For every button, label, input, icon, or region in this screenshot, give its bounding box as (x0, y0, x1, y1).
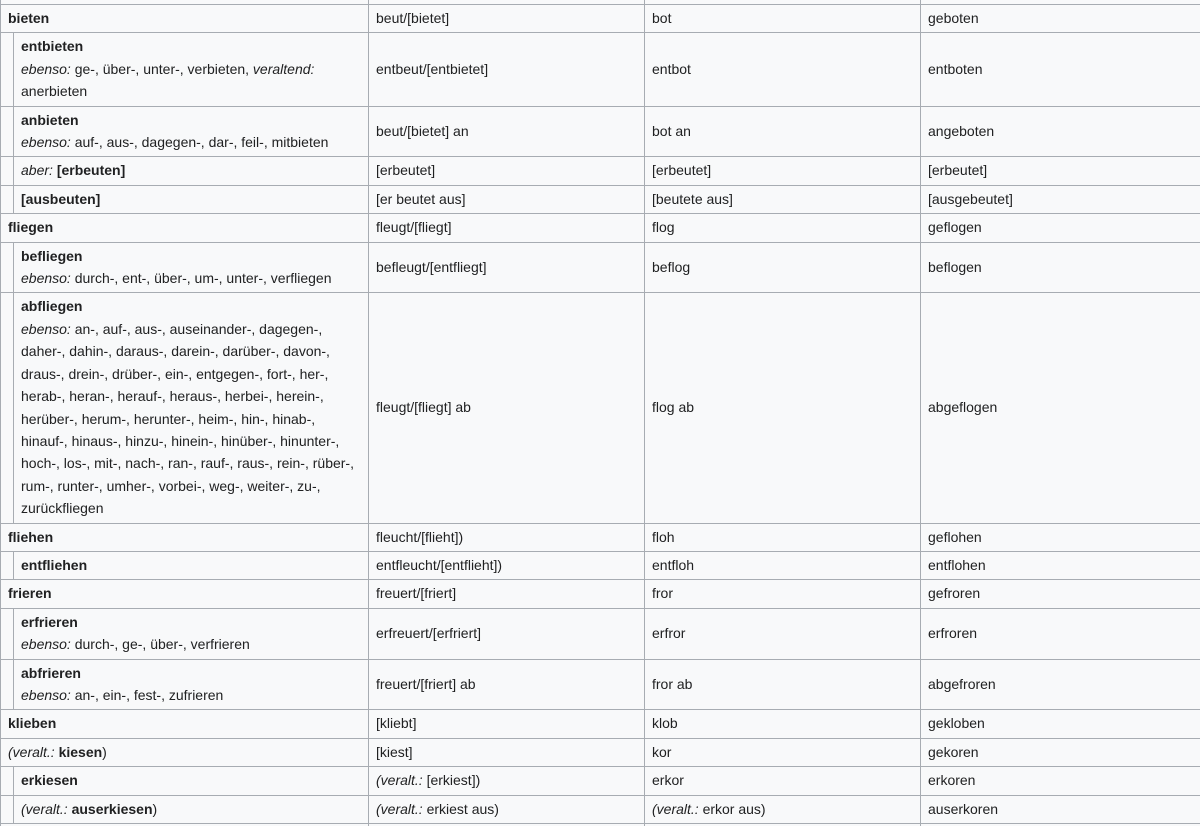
cell-text-line: [erbeutet] (652, 162, 712, 179)
verb-cell (1, 580, 369, 608)
present-cell (369, 580, 645, 608)
table-row (1, 710, 1200, 738)
indent-cell (1, 242, 14, 293)
cell-text-line: angeboten (928, 122, 995, 139)
cell-text-line: beut/[bietet] (376, 10, 450, 26)
cell-text-line: [kliebt] (376, 715, 417, 732)
indent-cell (1, 185, 14, 213)
cell-text-line: erkor (652, 772, 684, 789)
verb-cell (14, 157, 369, 185)
indent-cell (1, 157, 14, 185)
participle-cell (921, 185, 1200, 213)
cell-text-line: entbieten (21, 38, 84, 55)
cell-text-line: klieben (8, 715, 57, 732)
table-row (1, 214, 1200, 242)
cell-text-line: befliegen (21, 247, 83, 264)
cell-text-line: geboten (928, 10, 979, 26)
participle-cell (921, 659, 1200, 710)
preterite-cell (645, 185, 921, 213)
verb-cell (14, 608, 369, 659)
indent-cell (1, 551, 14, 579)
cell-text-line: (veralt.: auserkiesen) (21, 800, 158, 817)
participle-cell (921, 242, 1200, 293)
table-row (1, 551, 1200, 579)
cell-text-line: gekoren (928, 743, 979, 760)
verb-cell (1, 710, 369, 738)
cell-text-line: anerbieten (21, 83, 88, 100)
cell-text-line: fror (652, 585, 673, 602)
cell-text-line: abgefroren (928, 675, 996, 692)
preterite-cell (645, 157, 921, 185)
cell-text-line: beut/[bietet] an (376, 122, 469, 139)
present-cell (369, 242, 645, 293)
cell-text-line: fliehen (8, 528, 54, 545)
cell-text-line: fleucht/[flieht]) (376, 528, 464, 545)
verb-cell (14, 33, 369, 106)
cell-text-line: erfrieren (21, 613, 78, 630)
present-cell (369, 214, 645, 242)
indent-cell (1, 106, 14, 157)
participle-cell (921, 523, 1200, 551)
table-row (1, 242, 1200, 293)
cell-text-line: abfrieren (21, 664, 81, 681)
present-cell (369, 33, 645, 106)
preterite-cell (645, 214, 921, 242)
present-cell (369, 738, 645, 766)
present-cell (369, 659, 645, 710)
table-row (1, 293, 1200, 523)
cell-text-line: entflohen (928, 556, 986, 573)
cell-text-line: ebenso: an-, ein-, fest-, zufrieren (21, 686, 224, 703)
cell-text-line: entfleucht/[entflieht]) (376, 556, 503, 573)
indent-cell (1, 608, 14, 659)
preterite-cell (645, 33, 921, 106)
participle-cell (921, 106, 1200, 157)
cell-text-line: befleugt/[entfliegt] (376, 258, 487, 275)
verb-cell (1, 523, 369, 551)
participle-cell (921, 738, 1200, 766)
present-cell (369, 710, 645, 738)
cell-text-line: frieren (8, 585, 52, 602)
cell-text-line: ebenso: durch-, ge-, über-, verfrieren (21, 636, 250, 653)
cell-text-line: erkoren (928, 772, 976, 789)
table-row (1, 795, 1200, 823)
cell-text-line: [ausgebeutet] (928, 190, 1013, 207)
cell-text-line: gefroren (928, 585, 981, 602)
cell-text-line: (veralt.: kiesen) (8, 743, 107, 760)
preterite-cell (645, 551, 921, 579)
table-row (1, 608, 1200, 659)
cell-text-line: [erbeutet] (928, 162, 988, 179)
cell-text-line: hoch-, los-, mit-, nach-, ran-, rauf-, raus-, rein-, rüber-, (21, 455, 354, 472)
verb-cell (1, 5, 369, 33)
cell-text-line: ebenso: durch-, ent-, über-, um-, unter-, verfliegen (21, 270, 332, 287)
preterite-cell (645, 106, 921, 157)
cell-text-line: gekloben (928, 715, 985, 732)
cell-text-line: flog ab (652, 399, 695, 416)
participle-cell (921, 33, 1200, 106)
preterite-cell (645, 608, 921, 659)
verb-cell (1, 214, 369, 242)
participle-cell (921, 795, 1200, 823)
cell-text-line: fror ab (652, 675, 693, 692)
present-cell (369, 767, 645, 795)
indent-cell (1, 767, 14, 795)
table-row (1, 659, 1200, 710)
present-cell (369, 5, 645, 33)
cell-text-line: [erbeutet] (376, 162, 436, 179)
cell-text-line: flog (652, 219, 675, 236)
present-cell (369, 795, 645, 823)
present-cell (369, 157, 645, 185)
verb-cell (14, 185, 369, 213)
cell-text-line: [er beutet aus] (376, 190, 466, 207)
table-row (1, 5, 1200, 33)
cell-text-line: floh (652, 528, 675, 545)
cell-text-line: abfliegen (21, 298, 83, 315)
preterite-cell (645, 710, 921, 738)
verb-cell (14, 106, 369, 157)
cell-text-line: bieten (8, 10, 50, 26)
cell-text-line: daher-, dahin-, daraus-, darein-, darüber-, davon-, (21, 343, 330, 360)
cell-text-line: rum-, runter-, umher-, vorbei-, weg-, weiter-, zu-, (21, 477, 321, 494)
cell-text-line: ebenso: ge-, über-, unter-, verbieten, veraltend: (21, 60, 315, 77)
preterite-cell (645, 523, 921, 551)
participle-cell (921, 767, 1200, 795)
present-cell (369, 608, 645, 659)
cell-text-line: draus-, drein-, drüber-, ein-, entgegen-, fort-, her-, (21, 365, 329, 382)
cell-text-line: beflogen (928, 258, 982, 275)
verb-cell (1, 738, 369, 766)
cell-text-line: herab-, heran-, herauf-, heraus-, herbei-, herein-, (21, 388, 324, 405)
present-cell (369, 293, 645, 523)
cell-text-line: [beutete aus] (652, 190, 733, 207)
participle-cell (921, 580, 1200, 608)
participle-cell (921, 710, 1200, 738)
cell-text-line: (veralt.: [erkiest]) (376, 772, 481, 789)
cell-text-line: entfliehen (21, 556, 88, 573)
preterite-cell (645, 659, 921, 710)
cell-text-line: erfreuert/[erfriert] (376, 624, 482, 641)
present-cell (369, 523, 645, 551)
table-row (1, 767, 1200, 795)
table-row (1, 738, 1200, 766)
cell-text-line: fleugt/[fliegt] (376, 219, 452, 236)
verb-cell (14, 767, 369, 795)
cell-text-line: aber: [erbeuten] (21, 162, 126, 179)
verb-table-body (1, 0, 1200, 826)
cell-text-line: geflogen (928, 219, 982, 236)
participle-cell (921, 5, 1200, 33)
cell-text-line: klob (652, 715, 678, 732)
cell-text-line: [kiest] (376, 743, 413, 760)
preterite-cell (645, 580, 921, 608)
table-row (1, 33, 1200, 106)
cell-text-line: bot (652, 10, 672, 26)
present-cell (369, 551, 645, 579)
cell-text-line: (veralt.: erkiest aus) (376, 800, 499, 817)
preterite-cell (645, 5, 921, 33)
indent-cell (1, 659, 14, 710)
cell-text-line: auserkoren (928, 800, 999, 817)
cell-text-line: erfroren (928, 624, 978, 641)
preterite-cell (645, 795, 921, 823)
cell-text-line: erkiesen (21, 772, 78, 789)
verb-cell (14, 293, 369, 523)
indent-cell (1, 33, 14, 106)
verb-cell (14, 242, 369, 293)
cell-text-line: (veralt.: erkor aus) (652, 800, 766, 817)
present-cell (369, 185, 645, 213)
cell-text-line: ebenso: an-, auf-, aus-, auseinander-, dagegen-, (21, 320, 323, 337)
verb-cell (14, 551, 369, 579)
verb-cell (14, 795, 369, 823)
table-row (1, 523, 1200, 551)
cell-text-line: freuert/[friert] ab (376, 675, 476, 692)
preterite-cell (645, 738, 921, 766)
table-row (1, 106, 1200, 157)
cell-text-line: kor (652, 743, 672, 760)
cell-text-line: fleugt/[fliegt] ab (376, 399, 471, 416)
cell-text-line: entbot (652, 60, 691, 77)
participle-cell (921, 293, 1200, 523)
table-row (1, 185, 1200, 213)
cell-text-line: geflohen (928, 528, 982, 545)
cell-text-line: hinauf-, hinaus-, hinzu-, hinein-, hinüber-, hinunter-, (21, 432, 340, 449)
preterite-cell (645, 293, 921, 523)
cell-text-line: entboten (928, 60, 983, 77)
participle-cell (921, 551, 1200, 579)
cell-text-line: [ausbeuten] (21, 190, 101, 207)
cell-text-line: fliegen (8, 219, 54, 236)
cell-text-line: zurückfliegen (21, 500, 104, 517)
cell-text-line: freuert/[friert] (376, 585, 457, 602)
verb-cell (14, 659, 369, 710)
indent-cell (1, 795, 14, 823)
cell-text-line: bot an (652, 122, 691, 139)
cell-text-line: ebenso: auf-, aus-, dagegen-, dar-, feil-, mitbieten (21, 134, 329, 151)
cell-text-line: entfloh (652, 556, 695, 573)
cell-text-line: entbeut/[entbietet] (376, 60, 489, 77)
preterite-cell (645, 242, 921, 293)
cell-text-line: abgeflogen (928, 399, 998, 416)
cell-text-line: anbieten (21, 111, 79, 128)
cell-text-line: herüber-, herum-, herunter-, heim-, hin-, hinab-, (21, 410, 316, 427)
preterite-cell (645, 767, 921, 795)
participle-cell (921, 608, 1200, 659)
cell-text-line: beflog (652, 258, 691, 275)
indent-cell (1, 293, 14, 523)
table-row (1, 157, 1200, 185)
present-cell (369, 106, 645, 157)
participle-cell (921, 214, 1200, 242)
table-row (1, 580, 1200, 608)
participle-cell (921, 157, 1200, 185)
cell-text-line: erfror (652, 624, 686, 641)
